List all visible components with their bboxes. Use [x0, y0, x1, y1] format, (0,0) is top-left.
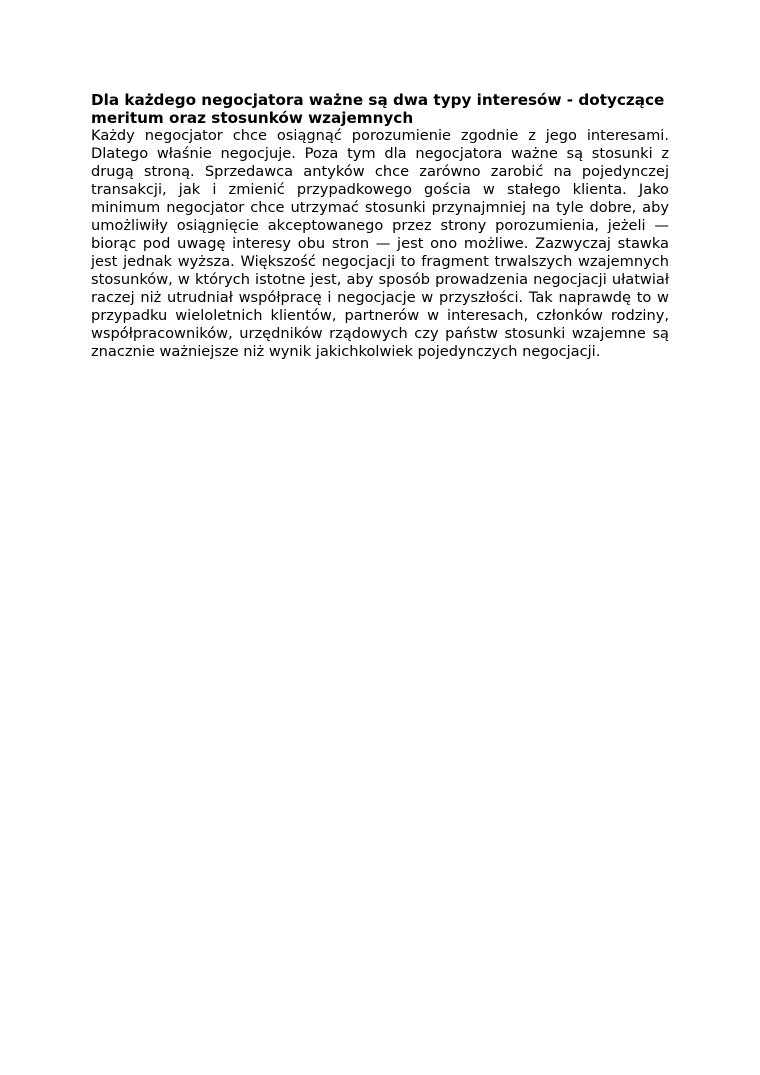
document-heading: Dla każdego negocjatora ważne są dwa typy interesów - dotyczące meritum oraz stosunków wzajemnych [91, 91, 665, 127]
document-content [91, 91, 669, 361]
document-paragraph: Każdy negocjator chce osiągnąć porozumienie zgodnie z jego interesami. Dlatego właśnie negocjuje. Poza tym dla negocjatora ważne są stosunki z drugą stroną. Sprzedawca antyków chce zarówno zarobić na pojedynczej transakcji, jak i zmienić przypadkowego gościa w stałego klienta. Jako minimum negocjator chce utrzymać stosunki przynajmniej na tyle dobre, aby umożliwiły osiągnięcie akceptowanego przez strony porozumienia, jeżeli — biorąc pod uwagę interesy obu stron — jest ono możliwe. Zazwyczaj stawka jest jednak wyższa. Większość negocjacji to fragment trwalszych wzajemnych stosunków, w których istotne jest, aby sposób prowadzenia negocjacji ułatwiał raczej niż utrudniał współpracę i negocjacje w przyszłości. Tak naprawdę to w przypadku wieloletnich klientów, partnerów w interesach, członków rodziny, współpracowników, urzędników rządowych czy państw stosunki wzajemne są znacznie ważniejsze niż wynik jakichkolwiek pojedynczych negocjacji. [91, 127, 669, 360]
